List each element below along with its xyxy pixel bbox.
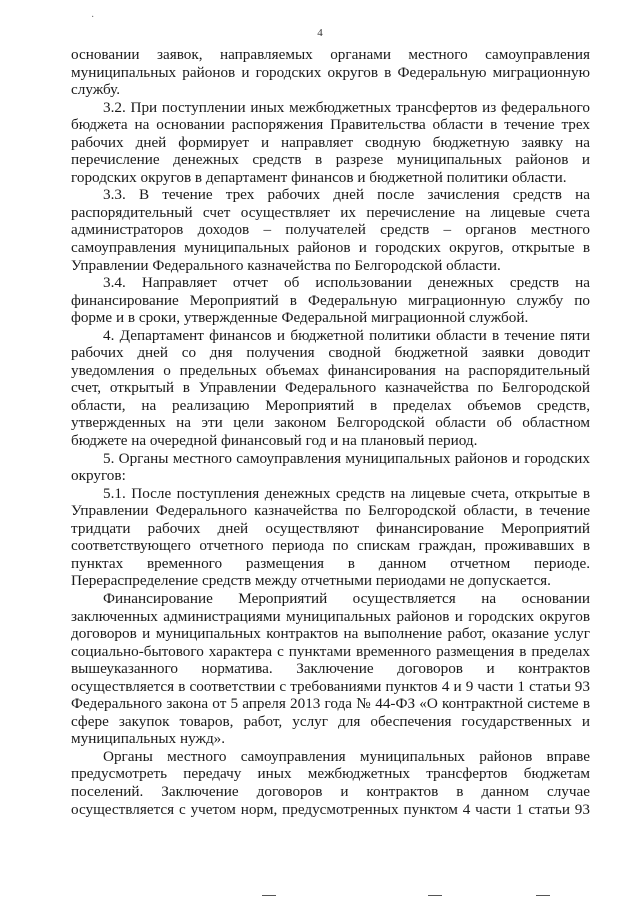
paragraph-continuation: основании заявок, направляемых органами местного самоуправления муниципальных районов и городских округов в Федеральную миграционную службу. <box>71 46 590 99</box>
page-number: 4 <box>317 27 323 39</box>
paragraph-5-1: 5.1. После поступления денежных средств на лицевые счета, открытые в Управлении Федерального казначейства по Белгородской области, в течение тридцати рабочих дней осуществляют финансирование Мероприятий соответствующего отчетного периода по спискам граждан, проживавших в пунктах временного размещения в данном отчетном периоде. Перераспределение средств между отчетными периодами не допускается. <box>71 484 590 590</box>
scan-edge-mark <box>428 895 442 896</box>
scan-edge-marks <box>0 895 640 899</box>
paragraph-3-3: 3.3. В течение трех рабочих дней после зачисления средств на распорядительный счет осуществляет их перечисление на лицевые счета администраторов доходов – получателей средств – органов местного самоуправления муниципальных районов и городских округов, открытые в Управлении Федерального казначейства по Белгородской области. <box>71 186 590 274</box>
scan-mark: · <box>91 12 95 23</box>
scan-edge-mark <box>262 895 276 896</box>
paragraph-financing: Финансирование Мероприятий осуществляется на основании заключенных администрациями муниципальных районов и городских округов договоров и муниципальных контрактов на выполнение работ, оказание услуг социально-бытового характера с пунктами временного размещения в пределах вышеуказанного норматива. Заключение договоров и контрактов осуществляется в соответствии с требованиями пунктов 4 и 9 части 1 статьи 93 Федерального закона от 5 апреля 2013 года № 44-ФЗ «О контрактной системе в сфере закупок товаров, работ, услуг для обеспечения государственных и муниципальных нужд». <box>71 589 590 748</box>
scan-edge-mark <box>536 895 550 896</box>
paragraph-5: 5. Органы местного самоуправления муниципальных районов и городских округов: <box>71 449 590 485</box>
document-body <box>71 46 590 818</box>
paragraph-3-2: 3.2. При поступлении иных межбюджетных трансфертов из федерального бюджета на основании распоряжения Правительства области в течение трех рабочих дней формирует и направляет сводную бюджетную заявку на перечисление денежных средств в разрезе муниципальных районов и городских округов в департамент финансов и бюджетной политики области. <box>71 98 590 186</box>
paragraph-transfers: Органы местного самоуправления муниципальных районов вправе предусмотреть передачу иных межбюджетных трансфертов бюджетам поселений. Заключение договоров и контрактов в данном случае осуществляется с учетом норм, предусмотренных пунктом 4 части 1 статьи 93 <box>71 747 590 818</box>
paragraph-4: 4. Департамент финансов и бюджетной политики области в течение пяти рабочих дней со дня получения сводной бюджетной заявки доводит уведомления о предельных объемах финансирования на распорядительный счет, открытый в Управлении Федерального казначейства по Белгородской области, на реализацию Мероприятий в пределах объемов средств, утвержденных на эти цели законом Белгородской области об областном бюджете на очередной финансовый год и на плановый период. <box>71 326 590 450</box>
paragraph-3-4: 3.4. Направляет отчет об использовании денежных средств на финансирование Мероприятий в Федеральную миграционную службу по форме и в сроки, утвержденные Федеральной миграционной службой. <box>71 274 590 327</box>
